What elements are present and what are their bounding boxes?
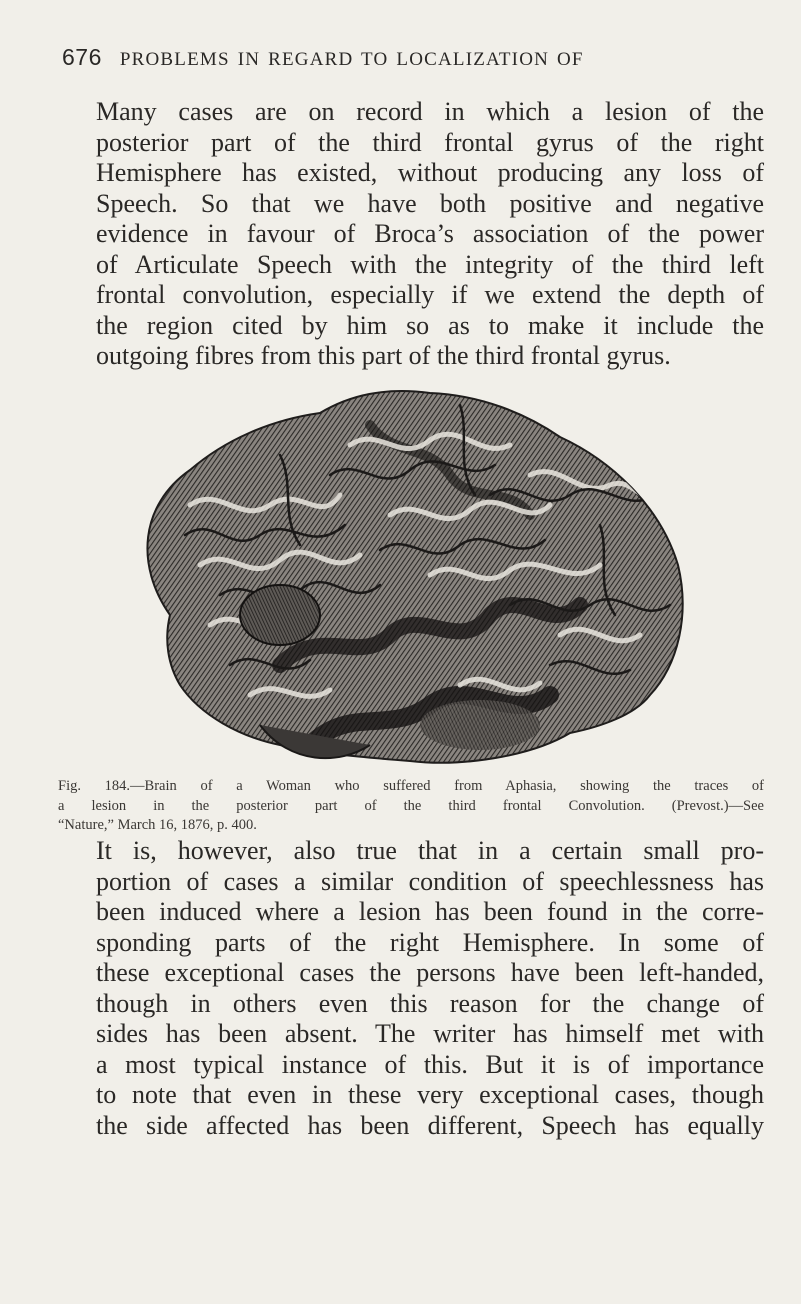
text-line: Many cases are on record in which a lesion of the (96, 97, 764, 126)
text-line: frontal convolution, especially if we extend the depth of (96, 280, 764, 309)
text-line: of Articulate Speech with the integrity of the third left (96, 249, 764, 279)
caption-line: a lesion in the posterior part of the third frontal Convolution. (Prevost.)—See (58, 797, 764, 814)
text-line: the side affected has been different, Speech has equally (96, 1110, 764, 1140)
text-line: outgoing fibres from this part of the third frontal gyrus. (96, 341, 671, 370)
paragraph-2 (96, 836, 764, 1141)
text-line: the region cited by him so as to make it include the (96, 310, 764, 340)
text-line: sides has been absent. The writer has himself met with (96, 1019, 764, 1048)
text-line: these exceptional cases the persons have been left-handed, (96, 958, 764, 987)
figure-caption (58, 777, 764, 836)
brain-figure (130, 365, 694, 770)
running-head: PROBLEMS IN REGARD TO LOCALIZATION OF (119, 49, 584, 70)
text-line: though in others even this reason for the change of (96, 988, 764, 1018)
text-line: It is, however, also true that in a certain small pro- (96, 836, 764, 865)
text-line: Speech. So that we have both positive and negative (96, 188, 764, 218)
caption-line: “Nature,” March 16, 1876, p. 400. (58, 817, 257, 833)
text-line: been induced where a lesion has been found in the corre- (96, 897, 764, 926)
page-number: 676 (62, 44, 102, 70)
text-line: to note that even in these very exceptional cases, though (96, 1080, 764, 1109)
text-line: a most typical instance of this. But it is of importance (96, 1049, 764, 1079)
text-line: Hemisphere has existed, without producing any loss of (96, 158, 764, 187)
text-line: sponding parts of the right Hemisphere. In some of (96, 927, 764, 957)
text-line: posterior part of the third frontal gyrus of the right (96, 127, 764, 157)
brain-illustration (130, 365, 694, 770)
caption-line: Fig. 184.—Brain of a Woman who suffered from Aphasia, showing the traces of (58, 778, 764, 794)
page-header (62, 44, 762, 84)
text-line: evidence in favour of Broca’s association of the power (96, 219, 764, 248)
paragraph-1 (96, 97, 764, 372)
text-line: portion of cases a similar condition of speechlessness has (96, 866, 764, 896)
